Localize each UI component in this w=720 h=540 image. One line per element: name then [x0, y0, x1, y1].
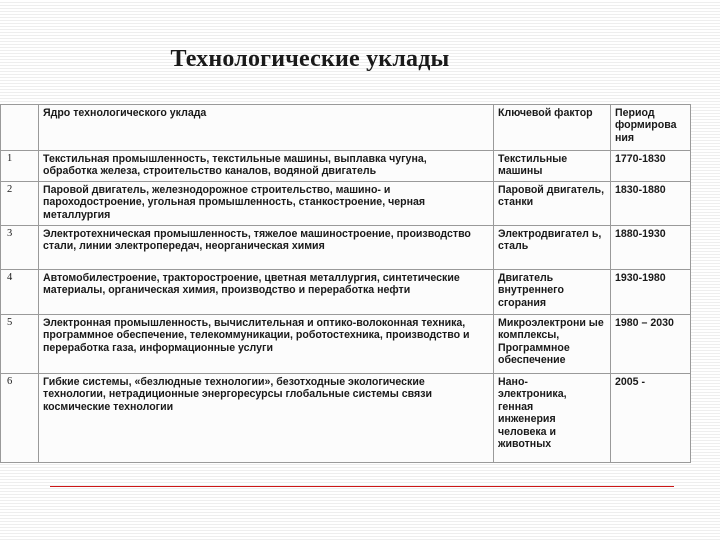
row-number: 2: [7, 184, 13, 195]
row-core: Паровой двигатель, железнодорожное строительство, машино- и пароходостроение, угольная промышленность, станкостроение, черная металлургия: [43, 184, 426, 221]
row-core: Гибкие системы, «безлюдные технологии», безотходные экологические технологии, нетрадиционные энергоресурсы глобальные системы связи космические технологии: [43, 376, 432, 413]
row-core: Электронная промышленность, вычислительная и оптико-волоконная техника, программное обеспечение, телекоммуникации, роботостехника, производство и переработка газа, информационные услуги: [43, 317, 470, 354]
row-core: Текстильная промышленность, текстильные машины, выплавка чугуна, обработка железа, строительство каналов, водяной двигатель: [43, 153, 427, 178]
row-period: 2005 -: [615, 376, 646, 388]
col-divider: [38, 105, 39, 462]
row-key: Двигатель внутреннего сгорания: [498, 272, 564, 309]
uklady-table: [0, 104, 691, 463]
row-key: Паровой двигатель, станки: [498, 184, 605, 209]
row-number: 5: [7, 317, 13, 328]
row-divider: [1, 269, 690, 270]
row-number: 3: [7, 228, 13, 239]
row-number: 6: [7, 376, 13, 387]
header-period: Период формирова ния: [615, 107, 677, 144]
page-title: Технологические уклады: [170, 46, 450, 72]
bottom-red-line: [50, 486, 674, 487]
row-period: 1930-1980: [615, 272, 666, 284]
row-divider: [1, 225, 690, 226]
row-core: Электротехническая промышленность, тяжелое машиностроение, производство стали, линии электропередач, неорганическая химия: [43, 228, 471, 253]
row-period: 1980 – 2030: [615, 317, 674, 329]
row-key: Текстильные машины: [498, 153, 568, 178]
row-core: Автомобилестроение, тракторостроение, цветная металлургия, синтетические материалы, органическая химия, производство и переработка нефти: [43, 272, 460, 297]
row-number: 1: [7, 153, 13, 164]
row-key: Электродвигател ь, сталь: [498, 228, 602, 253]
col-divider: [493, 105, 494, 462]
row-divider: [1, 314, 690, 315]
row-key: Микроэлектрони ые комплексы, Программное обеспечение: [498, 317, 604, 367]
row-number: 4: [7, 272, 13, 283]
header-core: Ядро технологического уклада: [43, 107, 207, 119]
col-divider: [610, 105, 611, 462]
row-period: 1880-1930: [615, 228, 666, 240]
row-divider: [1, 373, 690, 374]
row-divider: [1, 181, 690, 182]
row-divider: [1, 150, 690, 151]
row-period: 1830-1880: [615, 184, 666, 196]
row-period: 1770-1830: [615, 153, 666, 165]
row-key: Нано-электроника, генная инженерия человека и животных: [498, 376, 567, 451]
header-key: Ключевой фактор: [498, 107, 593, 119]
